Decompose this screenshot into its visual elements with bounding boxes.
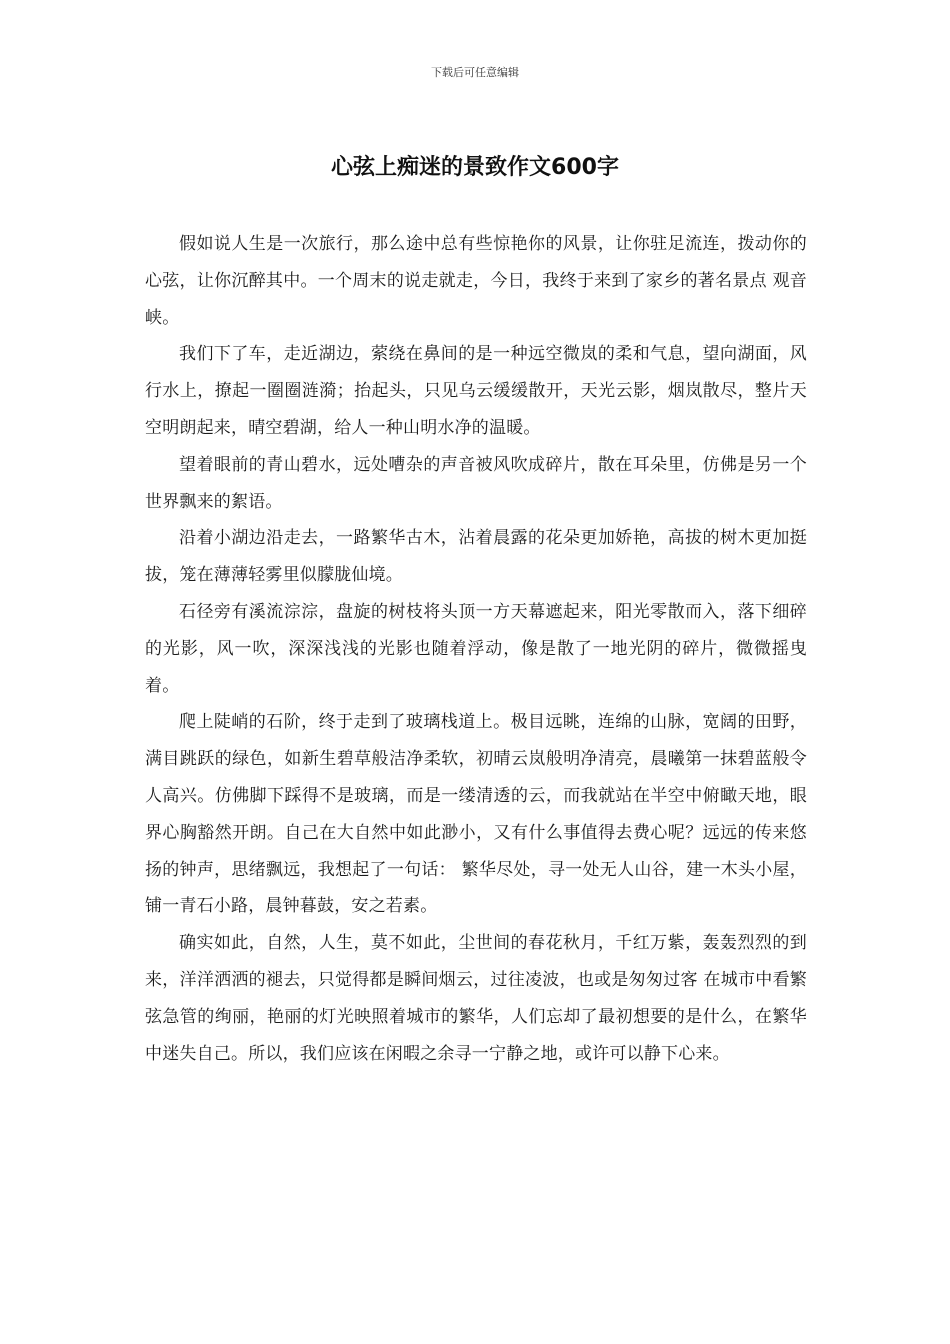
paragraph-2: 我们下了车，走近湖边，萦绕在鼻间的是一种远空微岚的柔和气息，望向湖面，风行水上，撩起一圈圈涟漪；抬起头，只见乌云缓缓散开，天光云影，烟岚散尽，整片天空明朗起来，晴空碧湖，给人一种山明水净的温暖。 xyxy=(145,344,807,438)
paragraph-6: 爬上陡峭的石阶，终于走到了玻璃栈道上。极目远眺，连绵的山脉，宽阔的田野，满目跳跃的绿色，如新生碧草般洁净柔软，初晴云岚般明净清亮，晨曦第一抹碧蓝般令人高兴。仿佛脚下踩得不是玻璃，而是一缕清透的云，而我就站在半空中俯瞰天地，眼界心胸豁然开朗。自己在大自然中如此渺小，又有什么事值得去费心呢？远远的传来悠扬的钟声，思绪飘远，我想起了一句话： 繁华尽处，寻一处无人山谷，建一木头小屋，铺一青石小路，晨钟暮鼓，安之若素。 xyxy=(145,712,807,917)
paragraph-3: 望着眼前的青山碧水，远处嘈杂的声音被风吹成碎片，散在耳朵里，仿佛是另一个世界飘来的絮语。 xyxy=(145,454,807,512)
page-title: 心弦上痴迷的景致作文600字 xyxy=(331,155,619,180)
article-body xyxy=(145,226,807,1072)
paragraph-5: 石径旁有溪流淙淙，盘旋的树枝将头顶一方天幕遮起来，阳光零散而入，落下细碎的光影，风一吹，深深浅浅的光影也随着浮动，像是散了一地光阴的碎片，微微摇曳着。 xyxy=(145,601,807,696)
paragraph-4: 沿着小湖边沿走去，一路繁华古木，沾着晨露的花朵更加娇艳，高拔的树木更加挺拔，笼在薄薄轻雾里似朦胧仙境。 xyxy=(145,528,807,586)
header-note: 下载后可任意编辑 xyxy=(431,66,519,79)
paragraph-1: 假如说人生是一次旅行，那么途中总有些惊艳你的风景，让你驻足流连，拨动你的心弦，让你沉醉其中。一个周末的说走就走，今日，我终于来到了家乡的著名景点 观音峡。 xyxy=(145,234,807,328)
paragraph-7: 确实如此，自然，人生，莫不如此，尘世间的春花秋月，千红万紫，轰轰烈烈的到来，洋洋洒洒的褪去，只觉得都是瞬间烟云，过往凌波，也或是匆匆过客 在城市中看繁弦急管的绚丽，艳丽的灯光映照着城市的繁华，人们忘却了最初想要的是什么，在繁华中迷失自己。所以，我们应该在闲暇之余寻一宁静之地，或许可以静下心来。 xyxy=(145,933,807,1064)
